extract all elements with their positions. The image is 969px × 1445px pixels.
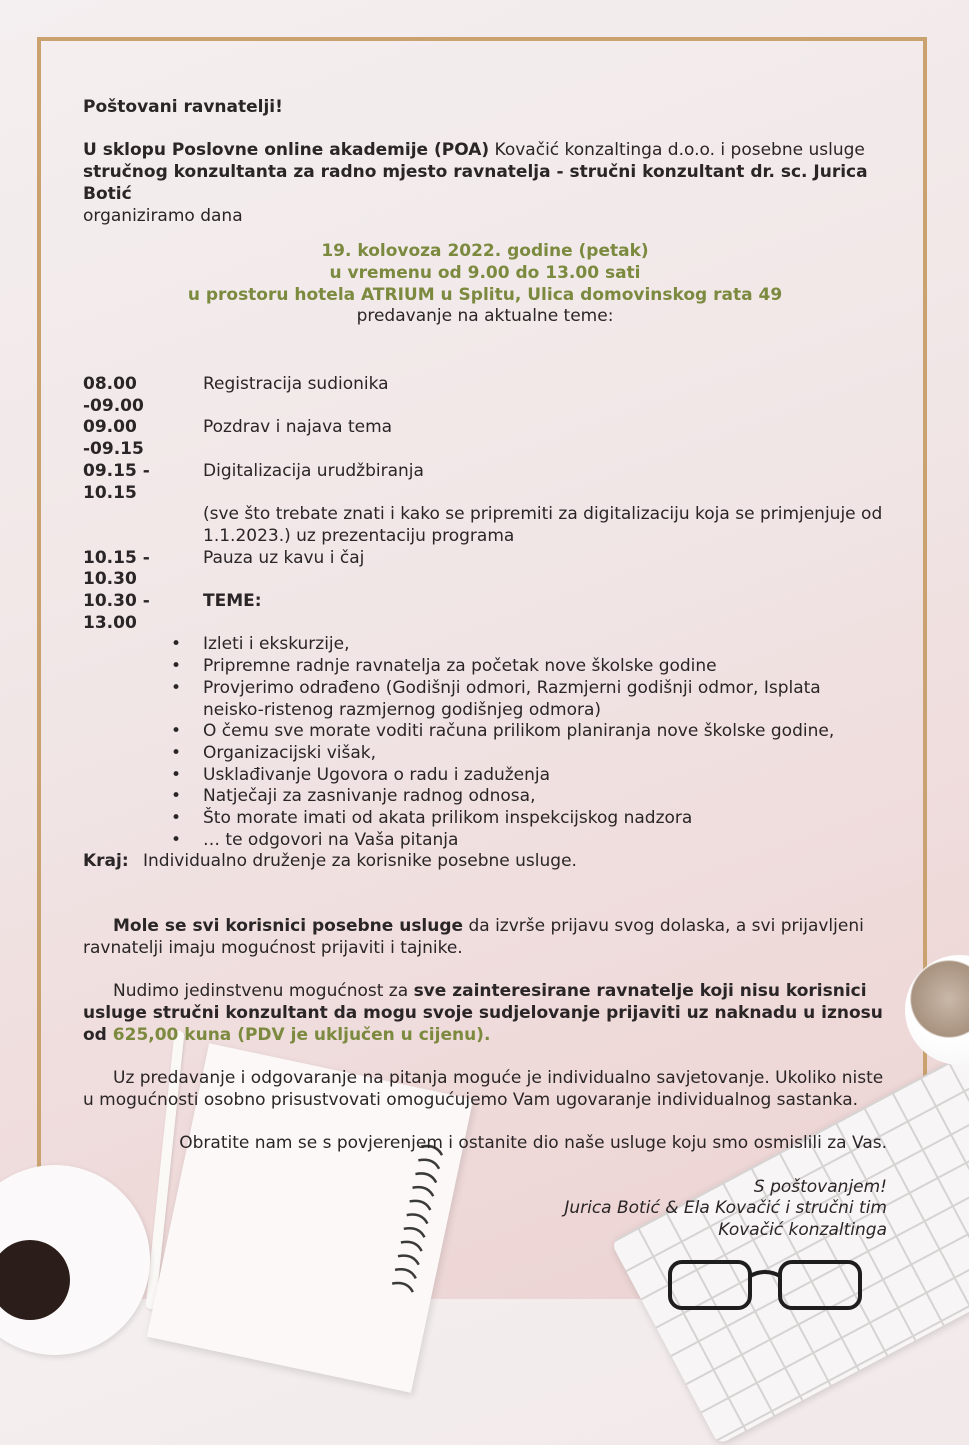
intro-bold-consultant: stručnog konzultanta za radno mjesto ravnatelja - stručni konzultant dr. sc. Jurica Botić [83,162,868,204]
theme-item [83,765,887,787]
bullet-icon: • [170,634,181,655]
intro-bold-academy: U sklopu Poslovne online akademije (POA) [83,140,490,161]
bullet-icon: • [170,721,181,742]
signature-greeting: S poštovanjem! [753,1176,887,1197]
schedule-desc: Digitalizacija urudžbiranja [203,460,424,481]
consultation-paragraph: Uz predavanje i odgovaranje na pitanja moguće je individualno savjetovanje. Ukoliko niste u mogućnosti osobno prisustvovati omogućujemo Vam ugovaranje individualnog sastanka. [83,1068,884,1110]
theme-item [83,808,887,830]
theme-item [83,634,887,656]
schedule-time: 08.00 -09.00 [83,374,144,416]
schedule [83,374,887,873]
theme-item [83,656,887,678]
bullet-icon: • [170,677,181,698]
registration-paragraph [83,916,887,959]
theme-text: … te odgovori na Vaša pitanja [203,829,459,850]
schedule-row [83,548,887,591]
schedule-time: 09.00 -09.15 [83,417,144,460]
registration-bold: Mole se svi korisnici posebne usluge [113,916,464,937]
schedule-row [83,504,887,547]
schedule-time: 09.15 - 10.15 [83,460,150,503]
theme-text: Provjerimo odrađeno (Godišnji odmori, Razmjerni godišnji odmor, Isplata neisko-ristenog razmjernog godišnjeg odmora) [203,677,821,720]
offer-bold: sve zainteresirane ravnatelje koji nisu korisnici usluge stručni konzultant da mogu svoje sudjelovanje prijaviti uz naknadu u iznosu od [83,981,883,1045]
bullet-icon: • [170,808,181,829]
schedule-time: 10.30 - 13.00 [83,591,150,633]
event-time: u vremenu od 9.00 do 13.00 sati [329,262,641,283]
schedule-desc: Pozdrav i najava tema [203,417,393,438]
greeting: Poštovani ravnatelji! [83,97,283,117]
closing-paragraph: Obratite nam se s povjerenjem i ostanite dio naše usluge koju smo osmislili za Vas. [179,1133,887,1154]
schedule-desc: (sve što trebate znati i kako se pripremiti za digitalizaciju koja se primjenjuje od 1.1.2023.) uz prezentaciju programa [203,504,883,546]
theme-item [83,830,887,852]
offer-price: 625,00 kuna (PDV je uključen u cijenu). [112,1024,491,1045]
signature [83,1177,887,1242]
schedule-desc: Pauza uz kavu i čaj [203,547,365,568]
theme-item [83,743,887,765]
theme-text: O čemu sve morate voditi računa prilikom planiranja nove školske godine, [203,721,835,742]
schedule-desc: TEME: [203,591,262,612]
theme-text: Pripremne radnje ravnatelja za početak nove školske godine [203,656,717,677]
schedule-row [83,374,887,417]
intro-paragraph [83,140,887,227]
bullet-icon: • [170,742,181,763]
glasses-image [660,1252,880,1312]
offer-paragraph [83,981,887,1046]
event-date: 19. kolovoza 2022. godine (petak) [321,241,649,262]
schedule-row [83,461,887,504]
schedule-desc: Registracija sudionika [203,374,389,395]
theme-text: Što morate imati od akata prilikom inspekcijskog nadzora [203,808,693,829]
schedule-row [83,591,887,634]
signature-company: Kovačić konzaltinga [718,1219,887,1240]
event-topic-intro: predavanje na aktualne teme: [356,306,614,327]
theme-item [83,786,887,808]
intro-company: Kovačić konzaltinga d.o.o. i posebne usluge [489,140,865,161]
bullet-icon: • [170,656,181,677]
event-place: u prostoru hotela ATRIUM u Splitu, Ulica domovinskog rata 49 [187,284,783,305]
theme-text: Natječaji za zasnivanje radnog odnosa, [203,786,536,807]
theme-text: Usklađivanje Ugovora o radu i zaduženja [203,764,551,785]
bullet-icon: • [170,786,181,807]
offer-text: Nudimo jedinstvenu mogućnost za [113,981,414,1002]
theme-text: Izleti i ekskurzije, [203,634,350,655]
schedule-time [83,504,203,547]
intro-organize: organiziramo dana [83,205,243,226]
end-text: Individualno druženje za korisnike posebne usluge. [143,851,577,872]
end-row [83,851,887,873]
theme-item [83,678,887,721]
signature-names: Jurica Botić & Ela Kovačić i stručni tim [564,1198,887,1219]
theme-item [83,721,887,743]
schedule-row [83,417,887,460]
theme-text: Organizacijski višak, [203,742,377,763]
bullet-icon: • [170,829,181,850]
end-label: Kraj: [83,851,129,872]
registration-text: da izvrše prijavu svog dolaska, a svi prijavljeni ravnatelji imaju mogućnost prijaviti i tajnike. [83,916,864,958]
bullet-icon: • [170,764,181,785]
letter-body [83,97,887,1242]
schedule-time: 10.15 - 10.30 [83,547,150,590]
event-details [83,241,887,328]
